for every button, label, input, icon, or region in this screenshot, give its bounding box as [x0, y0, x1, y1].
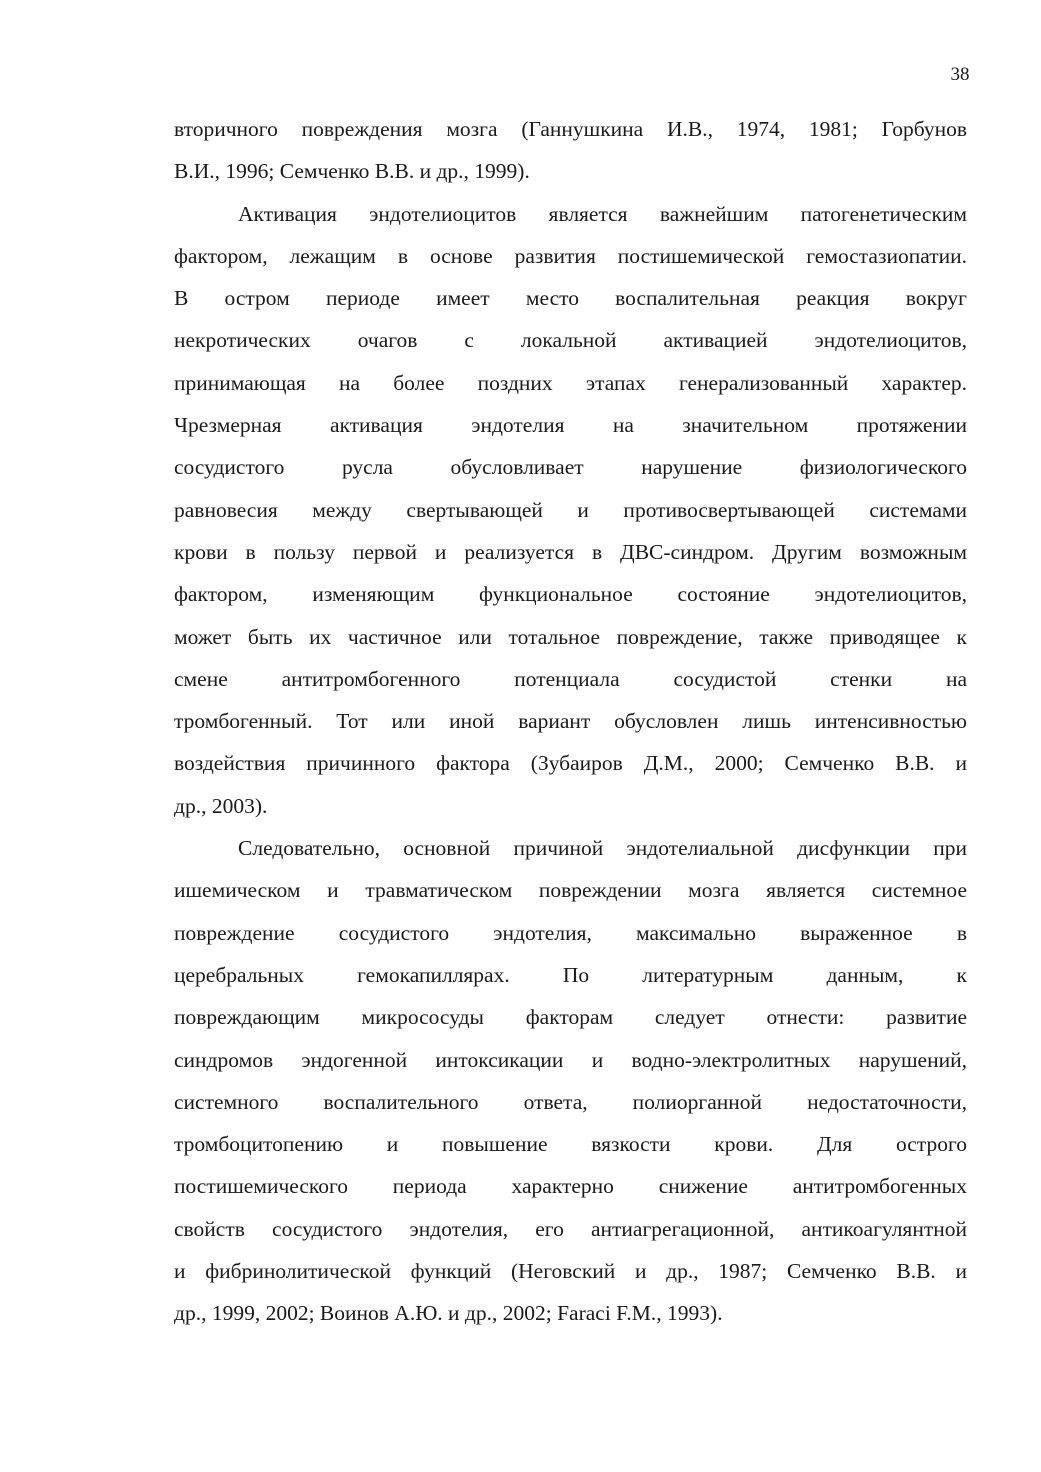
text-line: некротических очагов с локальной активацией эндотелиоцитов, [174, 328, 967, 353]
text-line: равновесия между свертывающей и противосвертывающей системами [174, 497, 967, 522]
paragraph-endothelial-dysfunction [174, 827, 967, 1335]
paragraph-continuation [174, 108, 967, 193]
text-line: тромбогенный. Тот или иной вариант обусловлен лишь интенсивностью [174, 709, 967, 734]
text-line: ишемическом и травматическом повреждении мозга является системное [174, 878, 967, 903]
text-line: свойств сосудистого эндотелия, его антиагрегационной, антикоагулянтной [174, 1216, 967, 1241]
text-line: тромбоцитопению и повышение вязкости крови. Для острого [174, 1132, 967, 1157]
page-number: 38 [950, 64, 970, 85]
text-line: Чрезмерная активация эндотелия на значительном протяжении [174, 413, 967, 438]
text-line: смене антитромбогенного потенциала сосудистой стенки на [174, 666, 967, 691]
text-line: принимающая на более поздних этапах генерализованный характер. [174, 370, 967, 395]
document-body [174, 108, 967, 1335]
text-line: др., 1999, 2002; Воинов А.Ю. и др., 2002; Faraci F.M., 1993). [174, 1301, 723, 1326]
text-line: церебральных гемокапиллярах. По литературным данным, к [174, 962, 967, 987]
text-line: крови в пользу первой и реализуется в ДВС-синдром. Другим возможным [174, 539, 967, 564]
text-line: В остром периоде имеет место воспалительная реакция вокруг [174, 286, 967, 311]
text-line: Активация эндотелиоцитов является важнейшим патогенетическим [238, 201, 967, 226]
paragraph-endothelial-activation [174, 193, 967, 827]
text-line: воздействия причинного фактора (Зубаиров Д.М., 2000; Семченко В.В. и [174, 751, 967, 776]
text-line: может быть их частичное или тотальное повреждение, также приводящее к [174, 624, 967, 649]
text-line: фактором, лежащим в основе развития постишемической гемостазиопатии. [174, 243, 967, 268]
text-line: сосудистого русла обусловливает нарушение физиологического [174, 455, 967, 480]
text-line: постишемического периода характерно снижение антитромбогенных [174, 1174, 967, 1199]
text-line: и фибринолитической функций (Неговский и др., 1987; Семченко В.В. и [174, 1259, 967, 1284]
text-line: фактором, изменяющим функциональное состояние эндотелиоцитов, [174, 582, 967, 607]
text-line: вторичного повреждения мозга (Ганнушкина И.В., 1974, 1981; Горбунов [174, 117, 967, 141]
text-line: повреждение сосудистого эндотелия, максимально выраженное в [174, 920, 967, 945]
text-line: системного воспалительного ответа, полиорганной недостаточности, [174, 1089, 967, 1114]
text-line: повреждающим микрососуды факторам следует отнести: развитие [174, 1005, 967, 1030]
text-line: Следовательно, основной причиной эндотелиальной дисфункции при [238, 836, 967, 861]
text-line: В.И., 1996; Семченко В.В. и др., 1999). [174, 159, 530, 184]
text-line: др., 2003). [174, 793, 268, 818]
text-line: синдромов эндогенной интоксикации и водно-электролитных нарушений, [174, 1047, 967, 1072]
